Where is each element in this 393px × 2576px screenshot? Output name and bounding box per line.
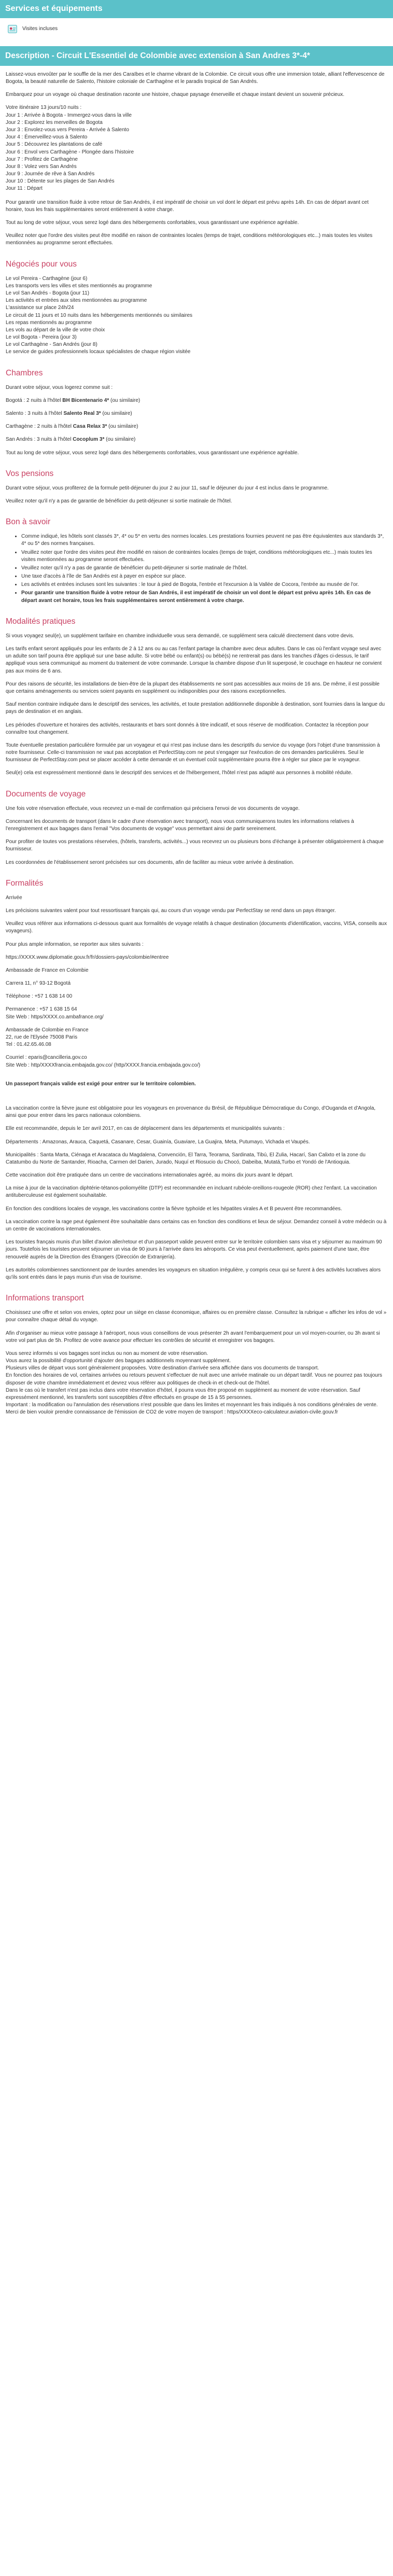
visits-label: Visites incluses [22,25,58,32]
transport-lines [6,1350,387,1417]
practical-paragraph: Sauf mention contraire indiquée dans le descriptif des services, les activités, et toute prestation additionnelle disponible à destination, sont fournies dans la langue du pays de destination et en anglais. [6,702,385,715]
practical-paragraph: Si vous voyagez seul(e), un supplément tarifaire en chambre individuelle vous sera demandé, ce supplément sera calculé directement dans votre devis. [6,633,355,639]
itinerary-title: Votre itinéraire 13 jours/10 nuits : [6,105,82,111]
transition-note: Pour garantir une transition fluide à votre retour de San Andrés, il est impératif de choisir un vol dont le départ est prévu après 14h. En cas de départ avant cet horaire, tous les frais supplémentaires seront entièrement à votre charge. [6,199,369,213]
vaccination-paragraph: Départements : Amazonas, Arauca, Caquetá, Casanare, Cesar, Guainía, Guaviare, La Guajira, Meta, Putumayo, Vichada et Vaupés. [6,1139,310,1145]
included-item: Les transports vers les villes et sites mentionnés au programme [6,283,152,289]
colombia-embassy: Ambassade de Colombie en France 22, rue de l'Elysée 75008 Paris Tel : 01.42.65.46.08 [6,1027,89,1048]
vaccination-paragraph: Cette vaccination doit être pratiquée dans un centre de vaccinations internationales agréé, au moins dix jours avant le départ. [6,1172,293,1179]
vaccination-paragraph: La vaccination contre la fièvre jaune est obligatoire pour les voyageurs en provenance du Brésil, de République Démocratique du Congo, d'Ouganda et d'Angola, ainsi que pour entrer dans les parcs nationaux colombiens. [6,1105,376,1119]
meals-heading: Vos pensions [6,469,54,478]
intro-paragraph: Embarquez pour un voyage où chaque destination raconte une histoire, chaque paysage émerveille et chaque instant devient un souvenir précieux. [6,92,345,98]
practical-heading: Modalités pratiques [6,617,76,626]
rooms-heading: Chambres [6,368,43,377]
documents-paragraph: Pour profiter de toutes vos prestations réservées, (hôtels, transferts, activités...) vous recevrez un ou plusieurs bons d'échange à présenter obligatoirement à chaque fournisseur. [6,839,384,852]
rooms-note: Tout au long de votre séjour, vous serez logé dans des hébergements confortables, vous garantissant une expérience agréable. [6,450,299,456]
services-band: Services et équipements [0,0,393,18]
hotel-similar: (ou similaire) [109,397,141,403]
embassy-phone: Téléphone : +57 1 638 14 00 [6,993,73,1000]
good-to-know-item: • Une taxe d'accès à l'île de San Andrés est à payer en espèce sur place. [21,573,387,580]
itinerary-day: Jour 9 : Journée de rêve à San Andrés [6,171,95,177]
embassy-address: Carrera 11, n° 93-12 Bogotá [6,981,71,987]
transport-paragraph: Choisissez une offre et selon vos envies, optez pour un siège en classe économique, affaires ou en première classe. Consultez la rubrique « afficher les infos de vol » pour connaître chaque détail du voyage. [6,1310,387,1323]
documents-paragraph: Les coordonnées de l'établissement seront précisées sur ces documents, afin de faciliter au mieux votre arrivée à destination. [6,859,294,865]
documents-paragraph: Concernant les documents de transport (dans le cadre d'une réservation avec transport), nous vous communiquerons toutes les informations relatives à l'enregistrement et aux bagages dans l'email "Vos documents de voyage" vous permettant ainsi de partir sereinement. [6,818,354,832]
practical-paragraph: Toute éventuelle prestation particulière formulée par un voyageur et qui n'est pas incluse dans les descriptifs du service du voyage (lors l'objet d'une transmission à notre fournisseur. Celle-ci transmission ne vaut pas acceptation et PerfectStay.com ne peut s'engager sur l'exécution de ces demandes particulières. Seul le fournisseur de PerfectStay.com peut se placer accéder à cette demande et un éventuel coût supplémentaire pourra être à régler sur place par le voyageur. [6,742,380,763]
included-item: Les vols au départ de la ville de votre choix [6,327,105,333]
visa-paragraph: Les touristes français munis d'un billet d'avion aller/retour et d'un passeport valide peuvent entrer sur le territoire colombien sans visa et y séjourner au maximum 90 jours. Toutefois les touristes peuvent séjourner un visa de 90 jours à l'arrivée dans les aéroports. Ce visa peut éventuellement, après paiement d'une taxe, être renouvelé auprès de la Direction des Étrangers (Dirección de Extranjería). [6,1239,382,1260]
vaccination-paragraph: La mise à jour de la vaccination diphtérie-tétanos-poliomyélite (DTP) est recommandée en incluant rubéole-oreillons-rougeole (ROR) chez l'enfant. La vaccination antituberculeuse est également souhaitable. [6,1185,377,1199]
meals-paragraph: Veuillez noter qu'il n'y a pas de garantie de bénéficier du petit-déjeuner si sortie matinale de l'hôtel. [6,498,232,504]
itinerary-day: Jour 4 : Émerveillez-vous à Salento [6,134,88,141]
good-to-know-list [6,533,387,605]
included-item: L'assistance sur place 24h/24 [6,305,74,311]
order-disclaimer: Veuillez noter que l'ordre des visites peut être modifié en raison de contraintes locales (temps de trajet, conditions météorologiques etc...) mais toutes les visites mentionnées au programme seront effectuées. [6,233,373,246]
hotel-name: BH Bicentenario 4* [62,397,109,403]
hotel-city: San Andrés : 3 nuits à l'hôtel [6,437,73,443]
itinerary-day: Jour 7 : Profitez de Carthagène [6,156,78,162]
good-to-know-item: • Veuillez noter que l'ordre des visites peut être modifié en raison de contraintes locales (temps de trajet, conditions météorologiques etc...) mais toutes les visites mentionnées au programme seront effectuées. [21,549,387,564]
included-item: Les activités et entrées aux sites mentionnées au programme [6,298,147,304]
documents-heading: Documents de voyage [6,789,86,799]
good-to-know-heading: Bon à savoir [6,517,51,527]
itinerary [6,104,387,192]
hotel-similar: (ou similaire) [101,411,132,417]
rooms-intro: Durant votre séjour, vous logerez comme suit : [6,384,113,390]
formalities-paragraph: Pour plus ample information, se reporter aux sites suivants : [6,941,144,947]
hotel-line [6,397,387,404]
hotel-similar: (ou similaire) [104,437,136,443]
transport-line: Vous serez informés si vos bagages sont inclus ou non au moment de votre réservation. [6,1350,208,1356]
embassy-permanence: Permanence : +57 1 638 15 64 Site Web : https/XXXX.co.ambafrance.org/ [6,1006,104,1020]
itinerary-day: Jour 6 : Envol vers Carthagène - Plongée dans l'histoire [6,149,134,155]
transport-line: Dans le cas où le transfert n'est pas inclus dans votre réservation d'hôtel, il pourra vous être proposé en supplément au moment de votre réservation. Sauf expressément mentionné, les transferts sont susceptibles d'être effectués en groupe de 15 à 55 personnes. [6,1387,360,1401]
intro-paragraph: Laissez-vous envoûter par le souffle de la mer des Caraïbes et le charme vibrant de la Colombie. Ce circuit vous offre une immersion totale, alliant l'effervescence de Bogota, la beauté naturelle de Salento, l'histoire coloniale de Carthagène et le paradis tropical de San Andrés. [6,71,385,85]
transport-line: Plusieurs villes de départ vous sont généralement proposées. Votre destination d'arrivée sera affichée dans vos documents de transport. [6,1365,319,1371]
practical-paragraph: Les tarifs enfant seront appliqués pour les enfants de 2 à 12 ans ou au cas l'enfant partage la chambre avec deux adultes. Dans le cas où l'enfant voyage seul avec un adulte son tarif pourra être appliqué sur une base adulte. Si votre bébé ou enfant(s) ou bébé(s) ne rentrerait pas dans les tranches d'âges ci-dessus, le tarif appliqué vous sera communiqué au moment du traitement de votre commande. Lorsque la chambre dispose d'un lit superposé, le couchage en hauteur ne convient pas aux moins de 6 ans. [6,646,382,674]
vaccination-paragraph: Municipalités : Santa Marta, Ciénaga et Aracataca du Magdalena, Convención, El Tarra, Teorama, Sardinata, Tibú, El Zulia, Hacarí, San Calixto et la zone du Catatumbo du Norte de Santander, Rioacha, Carmen del Darien, Jurado, Nuquí et Riosucio du Chocó, Dabeiba, Mutatá,Turbo et Yondó de l'Antioquia. [6,1152,366,1165]
included-item: Le service de guides professionnels locaux spécialistes de chaque région visitée [6,349,191,355]
itinerary-day: Jour 5 : Découvrez les plantations de café [6,142,103,148]
hotel-city: Bogotá : 2 nuits à l'hôtel [6,397,63,403]
documents-paragraph: Une fois votre réservation effectuée, vous recevrez un e-mail de confirmation qui précisera l'envoi de vos documents de voyage. [6,805,300,811]
vaccination-paragraph: Elle est recommandée, depuis le 1er avril 2017, en cas de déplacement dans les départements et municipalités suivants : [6,1126,285,1132]
diplomatie-link[interactable]: https://XXXX.www.diplomatie.gouv.fr/fr/dossiers-pays/colombie/#entree [6,954,169,960]
included-list [6,275,387,356]
itinerary-day: Jour 3 : Envolez-vous vers Pereira - Arrivée à Salento [6,127,129,133]
good-to-know-item: • Veuillez noter qu'il n'y a pas de garantie de bénéficier du petit-déjeuner si sortie matinale de l'hôtel. [21,565,387,572]
good-to-know-item: • Les activités et entrées incluses sont les suivantes : le tour à pied de Bogota, l'entrée et l'excursion à la Vallée de Cocora, l'entrée au musée de l'or. [21,581,387,589]
hotel-name: Salento Real 3* [63,411,101,417]
hotel-name: Casa Relax 3* [73,424,107,430]
included-item: Le vol Pereira - Carthagène (jour 6) [6,275,88,282]
included-item: Le vol San Andrés - Bogota (jour 11) [6,290,90,296]
formalities-heading: Formalités [6,878,44,888]
practical-paragraph: Seul(e) cela est expressément mentionné dans le descriptif des services et de l'hébergement, l'hôtel n'est pas adapté aux personnes à mobilité réduite. [6,770,353,776]
transport-line: Vous aurez la possibilité d'opportunité d'ajouter des bagages additionnels moyennant supplément. [6,1358,231,1364]
passport-note: Un passeport français valide est exigé pour entrer sur le territoire colombien. [6,1081,196,1087]
itinerary-day: Jour 8 : Volez vers San Andrés [6,163,77,170]
practical-paragraph: Les périodes d'ouverture et horaires des activités, restaurants et bars sont donnés à titre indicatif, et sous réserve de modification. Contactez la réception pour connaître tout changement. [6,722,369,735]
hotel-line [6,423,387,430]
included-item: Le vol Bogota - Pereira (jour 3) [6,334,77,341]
accommodation-note: Tout au long de votre séjour, vous serez logé dans des hébergements confortables, vous garantissant une expérience agréable. [6,220,299,226]
transport-line: En fonction des horaires de vol, certaines arrivées ou retours peuvent s'effectuer de nuit avec une arrivée matinale ou un départ tardif. Vous ne pourrez pas toujours disposer de votre chambre immédiatement et devrez vous référer aux politiques de check-in et check-out de l'hôtel. [6,1373,383,1386]
hotel-line [6,410,387,417]
practical-paragraph: Pour des raisons de sécurité, les installations de bien-être de la plupart des établissements ne sont pas accessibles aux moins de 16 ans. De même, il est possible que certains aménagements ou services soient payants en supplément ou indisponibles pour des raisons exceptionnelles. [6,681,380,694]
description-band: Description - Circuit L'Essentiel de Colombie avec extension à San Andres 3*-4* [0,46,393,66]
passport-icon [7,23,18,35]
itinerary-day: Jour 2 : Explorez les merveilles de Bogota [6,119,103,125]
itinerary-day: Jour 11 : Départ [6,186,43,192]
hotel-city: Salento : 3 nuits à l'hôtel [6,411,64,417]
transport-paragraph: Afin d'organiser au mieux votre passage à l'aéroport, nous vous conseillons de vous présenter 2h avant l'embarquement pour un vol moyen-courrier, ou 3h avant si votre vol part plus de 5h. Profitez de votre avance pour effectuer les contrôles de sécurité et enregistrer vos bagages. [6,1330,380,1343]
hotel-line [6,436,387,443]
transport-heading: Informations transport [6,1294,84,1303]
transport-line: Merci de bien vouloir prendre connaissance de l'émission de CO2 de votre moyen de transport : https/XXXXeco-calculateur.aviation-civile.gouv.fr [6,1409,338,1416]
embassy-name: Ambassade de France en Colombie [6,967,89,973]
included-item: Les repas mentionnés au programme [6,319,92,326]
hotel-similar: (ou similaire) [107,424,138,430]
hotel-city: Carthagène : 2 nuits à l'hôtel [6,424,73,430]
formalities-paragraph: Veuillez vous référer aux informations ci-dessous quant aux formalités de voyage relatifs à chaque destination (documents d'identification, vaccins, VISA, conseils aux voyageurs). [6,921,387,934]
included-item: Le circuit de 11 jours et 10 nuits dans les hébergements mentionnés ou similaires [6,312,193,318]
itinerary-day: Jour 1 : Arrivée à Bogota - Immergez-vous dans la ville [6,112,132,118]
hotel-name: Cocoplum 3* [73,437,105,443]
transport-line: Important : la modification ou l'annulation des réservations n'est possible que dans les limites et moyennant les frais indiqués à nos conditions générales de vente. [6,1402,378,1408]
included-heading: Négociés pour vous [6,259,77,269]
itinerary-day: Jour 10 : Détente sur les plages de San Andrés [6,178,115,185]
included-item: Le vol Carthagène - San Andrés (jour 8) [6,342,97,348]
vaccination-paragraph: En fonction des conditions locales de voyage, les vaccinations contre la fièvre typhoïde et les hépatites virales A et B peuvent être recommandées. [6,1206,342,1212]
formalities-subheading: Arrivée [6,894,22,901]
good-to-know-item: • Pour garantir une transition fluide à votre retour de San Andrés, il est impératif de choisir un vol dont le départ est prévu après 14h. En cas de départ avant cet horaire, tous les frais supplémentaires seront entièrement à votre charge. [21,590,387,604]
formalities-paragraph: Les précisions suivantes valent pour tout ressortissant français qui, au cours d'un voyage vendu par PerfectStay se rend dans un pays étranger. [6,907,336,914]
visa-paragraph: Les autorités colombiennes sanctionnent par de lourdes amendes les voyageurs en situation irrégulière, y compris ceux qui se furent à des activités lucratives alors qu'ils sont entrés dans le pays munis d'un visa de tourisme. [6,1267,381,1280]
colombia-embassy-contact: Courriel : eparis@cancilleria.gov.co Site Web : http/XXXXfrancia.embajada.gov.co/ (http/XXXX.francia.embajada.gov.co/) [6,1055,201,1068]
visits-included [7,23,387,35]
good-to-know-item: • Comme indiqué, les hôtels sont classés 3*, 4* ou 5* en vertu des normes locales. Les prestations fournies peuvent ne pas être équivalentes aux standards 3*, 4* ou 5* des normes françaises. [21,533,387,548]
meals-paragraph: Durant votre séjour, vous profiterez de la formule petit-déjeuner du jour 2 au jour 11, sauf le déjeuner du jour 4 est inclus dans le programme. [6,485,329,491]
vaccination-paragraph: La vaccination contre la rage peut également être souhaitable dans certains cas en fonction des conditions et lieux de séjour. Demandez conseil à votre médecin ou à un centre de vaccinations internationales. [6,1219,387,1233]
